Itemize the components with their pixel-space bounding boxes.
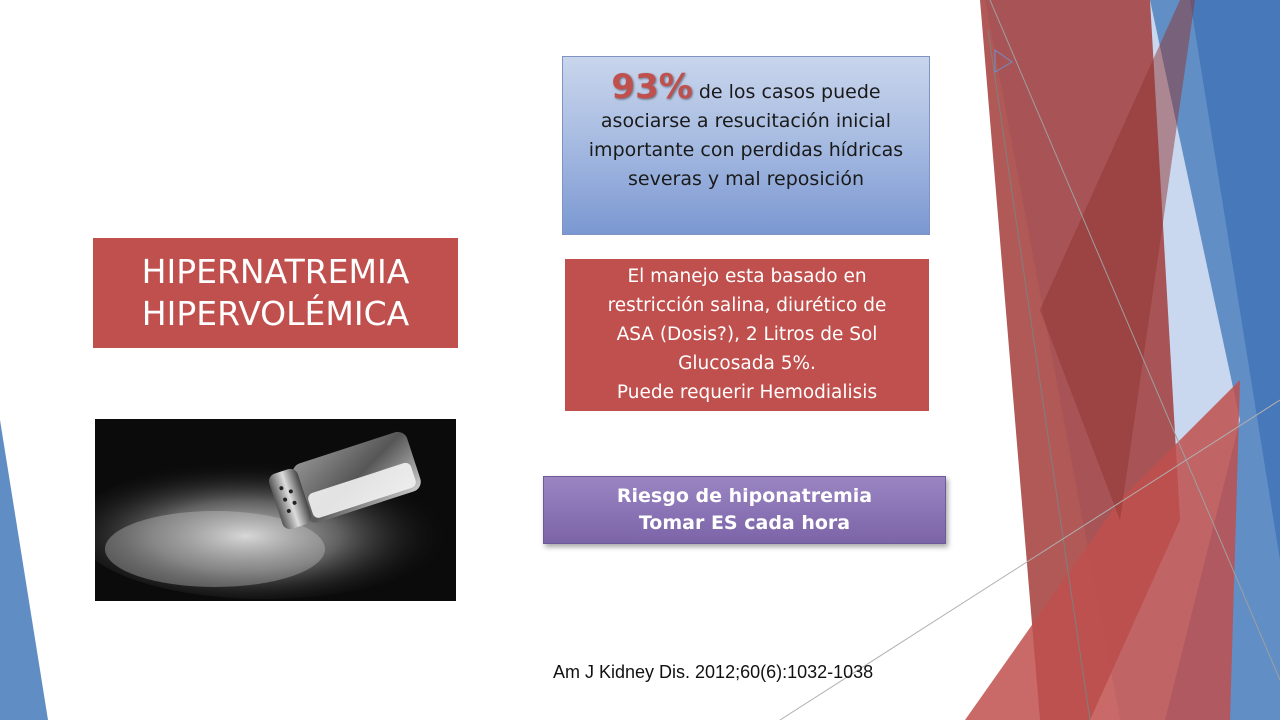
management-line: ASA (Dosis?), 2 Litros de Sol <box>616 324 878 345</box>
salt-shaker-spilled-icon <box>95 419 456 601</box>
management-box <box>565 259 929 411</box>
risk-box <box>543 476 946 544</box>
risk-line-1: Riesgo de hiponatremia <box>616 485 873 507</box>
title-line-2: HIPERVOLÉMICA <box>141 294 410 333</box>
title-box <box>93 238 458 348</box>
left-blue-stripe <box>0 420 48 720</box>
management-line: El manejo esta basado en <box>627 266 867 287</box>
statistic-box <box>562 56 930 235</box>
risk-line-2: Tomar ES cada hora <box>638 512 851 534</box>
title-line-1: HIPERNATREMIA <box>141 252 410 291</box>
management-line: Puede requerir Hemodialisis <box>616 382 878 403</box>
management-line: restricción salina, diurético de <box>607 295 887 316</box>
statistic-text: de los casos puede asociarse a resucitación inicial importante con perdidas hídricas severas y mal reposición <box>588 81 904 190</box>
management-line: Glucosada 5%. <box>678 353 816 374</box>
statistic-percent: 93% <box>611 67 693 107</box>
citation: Am J Kidney Dis. 2012;60(6):1032-1038 <box>553 662 874 682</box>
